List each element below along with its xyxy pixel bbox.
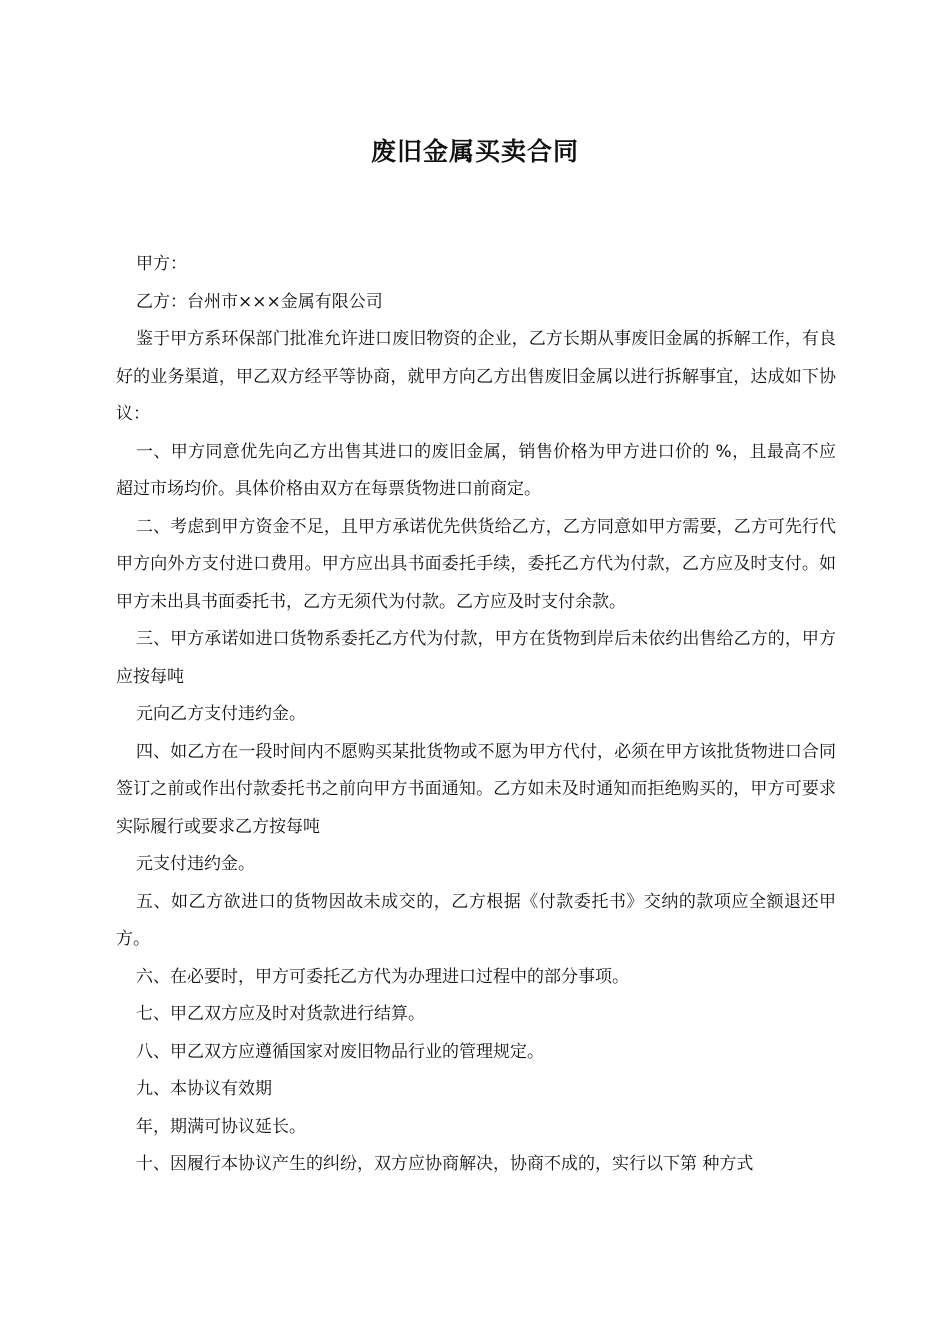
clause-8: 八、甲乙双方应遵循国家对废旧物品行业的管理规定。 <box>136 1041 544 1062</box>
clause-4-continued: 元支付违约金。 <box>136 854 255 874</box>
clause-7: 七、甲乙双方应及时对货款进行结算。 <box>136 1004 425 1024</box>
party-b-line: 乙方：台州市×××金属有限公司 <box>136 291 383 312</box>
clause-9: 九、本协议有效期 <box>136 1079 272 1099</box>
clause-5: 五、如乙方欲进口的货物因故未成交的，乙方根据《付款委托书》交纳的款项应全额退还甲方。 <box>116 891 836 949</box>
clause-6: 六、在必要时，甲方可委托乙方代为办理进口过程中的部分事项。 <box>136 966 629 987</box>
clause-9-continued: 年，期满可协议延长。 <box>136 1116 306 1137</box>
document-title: 废旧金属买卖合同 <box>370 137 579 166</box>
preamble-paragraph: 鉴于甲方系环保部门批准允许进口废旧物资的企业，乙方长期从事废旧金属的拆解工作，有良好的业务渠道，甲乙双方经平等协商，就甲方向乙方出售废旧金属以进行拆解事宜，达成如下协议： <box>116 329 836 424</box>
party-a-line: 甲方： <box>136 254 187 274</box>
clause-10: 十、因履行本协议产生的纠纷，双方应协商解决，协商不成的，实行以下第 种方式 <box>136 1154 754 1174</box>
document-body <box>116 246 836 1184</box>
clause-4: 四、如乙方在一段时间内不愿购买某批货物或不愿为甲方代付，必须在甲方该批货物进口合同签订之前或作出付款委托书之前向甲方书面通知。乙方如未及时通知而拒绝购买的，甲方可要求实际履行或要求乙方按每吨 <box>116 741 836 837</box>
clause-1: 一、甲方同意优先向乙方出售其进口的废旧金属，销售价格为甲方进口价的 %，且最高不应超过市场均价。具体价格由双方在每票货物进口前商定。 <box>116 441 836 499</box>
clause-2: 二、考虑到甲方资金不足，且甲方承诺优先供货给乙方，乙方同意如甲方需要，乙方可先行代甲方向外方支付进口费用。甲方应出具书面委托手续，委托乙方代为付款，乙方应及时支付。如甲方未出具书面委托书，乙方无须代为付款。乙方应及时支付余款。 <box>116 516 836 612</box>
clause-3-continued: 元向乙方支付违约金。 <box>136 704 306 724</box>
clause-3: 三、甲方承诺如进口货物系委托乙方代为付款，甲方在货物到岸后未依约出售给乙方的，甲方应按每吨 <box>116 629 836 687</box>
